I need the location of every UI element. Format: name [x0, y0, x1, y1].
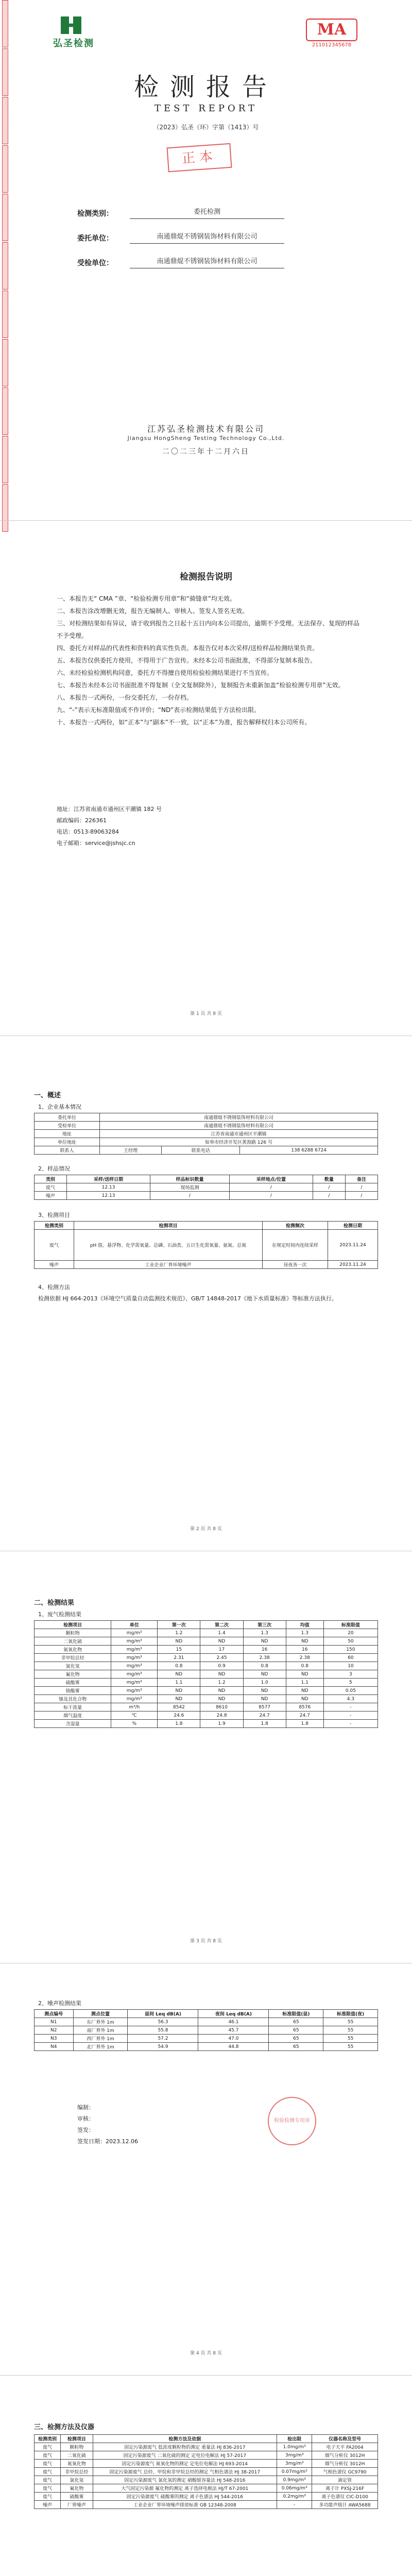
table-cell: 南厂界外 1m — [73, 2026, 128, 2035]
table-cell: 离子计 PXSJ-216F — [312, 2484, 378, 2493]
table-cell: m³/h — [111, 1703, 158, 1711]
table-cell: 2.45 — [200, 1654, 243, 1662]
table-cell: 1.8 — [158, 1720, 200, 1728]
table-cell: 离子色谱仪 CIC-D100 — [312, 2493, 378, 2501]
table-cell: ND — [286, 1637, 323, 1646]
column-header: 检测项目 — [35, 1621, 111, 1629]
table-cell: 1.0 — [243, 1679, 286, 1687]
subsection-title: 3、检测项目 — [38, 1212, 70, 1218]
column-header: 第二次 — [200, 1621, 243, 1629]
table-cell: ND — [158, 1695, 200, 1703]
section-title: 二、检测结果 — [34, 1599, 75, 1607]
table-row: 噪声 12.13 / / / / — [35, 1192, 378, 1200]
table-cell: 非甲烷总烃 — [35, 1654, 111, 1662]
table-cell: ND — [200, 1687, 243, 1695]
table-row — [35, 2035, 378, 2043]
table-cell: 厂界噪声 — [61, 2501, 93, 2509]
table-cell: 非甲烷总烃 — [61, 2468, 93, 2476]
table-cell: 东厂界外 1m — [73, 2018, 128, 2026]
table-cell: 57.2 — [128, 2035, 198, 2043]
table-row — [35, 2493, 378, 2501]
table-cell: N4 — [35, 2043, 74, 2051]
report-title-en: TEST REPORT — [154, 103, 258, 114]
table-cell: 0.07mg/m³ — [277, 2468, 312, 2476]
column-header: 第一次 — [158, 1621, 200, 1629]
table-cell: ND — [243, 1687, 286, 1695]
table-cell: 8542 — [158, 1703, 200, 1711]
table-row — [35, 2460, 378, 2468]
table-cell: mg/m³ — [111, 1662, 158, 1670]
original-stamp: 正本 — [166, 143, 232, 173]
table-cell: 1.1 — [158, 1679, 200, 1687]
table-row — [35, 1637, 378, 1646]
page-number: 第 3 页 共 8 页 — [190, 1939, 222, 1944]
table-cell: 烟气温度 — [35, 1711, 111, 1720]
table-cell: ND — [286, 1670, 323, 1679]
table-cell: mg/m³ — [111, 1679, 158, 1687]
cma-number: 211012345678 — [312, 42, 352, 48]
table-cell: 1.9 — [200, 1720, 243, 1728]
table-cell: 西厂界外 1m — [73, 2035, 128, 2043]
table-cell: 气相色谱仪 GC9790 — [312, 2468, 378, 2476]
company-logo — [45, 16, 102, 47]
table-cell: 0.8 — [243, 1662, 286, 1670]
table-cell: 固定污染源废气 硫酸雾的测定 离子色谱法 HJ 544-2016 — [93, 2493, 277, 2501]
column-header: 第三次 — [243, 1621, 286, 1629]
table-cell: mg/m³ — [111, 1654, 158, 1662]
table-cell: 氟化物 — [35, 1670, 111, 1679]
table-cell: N1 — [35, 2018, 74, 2026]
note-item: 三、对检测结果如有异议，请于收到报告之日起十五日内向本公司提出，逾期不予受理。无法保存、复现的样品不予受理。 — [57, 620, 360, 639]
table-cell: mg/m³ — [111, 1695, 158, 1703]
table-cell: - — [323, 1703, 377, 1711]
note-item: 五、本报告仅供委托方使用，不得用于广告宣传。未经本公司书面批准，不得部分复制本报告。 — [57, 657, 317, 664]
table-cell: 烟气分析仪 3012H — [312, 2460, 378, 2468]
table-cell: 3mg/m³ — [277, 2460, 312, 2468]
table-cell: 17 — [200, 1646, 243, 1654]
column-header: 昼间 Leq dB(A) — [128, 2010, 198, 2018]
table-row — [35, 1679, 378, 1687]
table-cell: 废气 — [35, 2460, 61, 2468]
table-cell: 65 — [269, 2026, 323, 2035]
table-cell: 固定污染源废气 低浓度颗粒物的测定 重量法 HJ 836-2017 — [93, 2443, 277, 2451]
table-cell: 8577 — [243, 1703, 286, 1711]
table-cell: 固定污染源废气 氯化氢的测定 硝酸银容量法 HJ 548-2016 — [93, 2476, 277, 2484]
contact-postcode: 邮政编码：226361 — [57, 817, 107, 824]
contact-address: 地址：江苏省南通市通州区平潮镇 182 号 — [57, 806, 162, 812]
table-cell: 56.3 — [128, 2018, 198, 2026]
note-item: 二、本报告涂改增删无效，报告无编制人、审核人、签发人签名无效。 — [57, 607, 249, 615]
contact-email: 电子邮箱：service@jshsjc.cn — [57, 840, 135, 846]
column-header: 检测类别 — [35, 2435, 61, 2443]
methods-table — [34, 2434, 378, 2509]
table-row — [35, 2484, 378, 2493]
table-row — [35, 1670, 378, 1679]
table-cell: 多功能声级计 AWA5688 — [312, 2501, 378, 2509]
column-header: 均值 — [286, 1621, 323, 1629]
table-cell: 铬酸雾 — [35, 1687, 111, 1695]
table-cell: 二氧化硫 — [35, 1637, 111, 1646]
table-cell: - — [323, 1720, 377, 1728]
page-number: 第 1 页 共 8 页 — [190, 1011, 222, 1016]
table-cell: 固定污染源废气 氮氧化物的测定 定电位电解法 HJ 693-2014 — [93, 2460, 277, 2468]
table-row: 废气 pH 值、悬浮物、化学需氧量、总磷、石油类、五日生化需氧量、氨氮、总氮 在规定时间内连续采样 2023.11.24 — [35, 1230, 378, 1261]
company-info-table: 委托单位 南通鼎焜不锈钢装饰材料有限公司 受检单位 南通鼎焜不锈钢装饰材料有限公司 地址 江苏省南通市通州区平潮镇 单位地址 如皋市经济开发区黄海路 126 号 联系人 王经理 联系电话 138 6288 6724 — [34, 1113, 378, 1155]
table-cell: 噪声 — [35, 2501, 61, 2509]
column-header: 标准限值(昼) — [269, 2010, 323, 2018]
table-row — [35, 2501, 378, 2509]
table-cell: 15 — [158, 1646, 200, 1654]
table-cell: 0.06mg/m³ — [277, 2484, 312, 2493]
table-cell: 24.6 — [158, 1711, 200, 1720]
table-cell: 标干流量 — [35, 1703, 111, 1711]
table-cell: 0.9mg/m³ — [277, 2476, 312, 2484]
table-cell: mg/m³ — [111, 1670, 158, 1679]
table-cell: 颗粒物 — [61, 2443, 93, 2451]
table-cell: 颗粒物 — [35, 1629, 111, 1637]
notes-list — [57, 592, 360, 728]
table-row — [35, 1646, 378, 1654]
table-cell: 8610 — [200, 1703, 243, 1711]
report-title: 检测报告 — [133, 73, 278, 101]
table-cell: 3 — [323, 1670, 377, 1679]
table-cell: 60 — [323, 1654, 377, 1662]
table-cell: ND — [200, 1695, 243, 1703]
table-cell: 47.0 — [198, 2035, 269, 2043]
column-header: 检出限 — [277, 2435, 312, 2443]
table-cell: 固定污染源废气 总烃、甲烷和非甲烷总烃的测定 气相色谱法 HJ 38-2017 — [93, 2468, 277, 2476]
table-row — [35, 1662, 378, 1670]
report-number: （2023）弘圣（环）字第（1413）号 — [153, 124, 259, 131]
table-cell: 0.05 — [323, 1687, 377, 1695]
table-row — [35, 1695, 378, 1703]
column-header: 仪器名称及型号 — [312, 2435, 378, 2443]
note-item: 十、本报告一式两份，如“正本”与“副本”不一致，以“正本”为准，报告解释权归本公司所有。 — [57, 719, 311, 726]
page-divider — [0, 2375, 412, 2376]
signature-block: 编制： 审核： 签发： 签发日期：2023.12.06 — [77, 2104, 138, 2145]
table-cell: 1.4 — [200, 1629, 243, 1637]
test-items-table: 检测类别 检测项目 检测频次 检测日期 废气 pH 值、悬浮物、化学需氧量、总磷、石油类、五日生化需氧量、氨氮、总氮 在规定时间内连续采样 2023.11.24 噪声 工业企业厂界环境噪声 昼夜各一次 2023.11.24 — [34, 1221, 378, 1269]
table-cell: 镍及其化合物 — [35, 1695, 111, 1703]
table-cell: 65 — [269, 2043, 323, 2051]
table-cell: 1.3 — [286, 1629, 323, 1637]
table-cell: ND — [243, 1695, 286, 1703]
table-cell: 24.8 — [200, 1711, 243, 1720]
table-cell: 55 — [323, 2043, 378, 2051]
table-cell: 废气 — [35, 2493, 61, 2501]
table-row — [35, 2443, 378, 2451]
table-cell: N3 — [35, 2035, 74, 2043]
table-cell: 废气 — [35, 2476, 61, 2484]
table-cell: ND — [158, 1637, 200, 1646]
table-cell: mg/m³ — [111, 1637, 158, 1646]
sample-table: 类别 采样/送样日期 样品标识数量 采样地点/位置 数量 备注 废气 12.13 现场监测 / / / 噪声 12.13 / / / / — [34, 1175, 378, 1200]
table-cell: ND — [286, 1695, 323, 1703]
table-cell: 10 — [323, 1662, 377, 1670]
table-cell: 0.8 — [158, 1662, 200, 1670]
table-cell: 45.7 — [198, 2026, 269, 2035]
column-header: 夜间 Leq dB(A) — [198, 2010, 269, 2018]
table-cell: ND — [200, 1637, 243, 1646]
table-cell: mg/m³ — [111, 1629, 158, 1637]
table-row: 噪声 工业企业厂界环境噪声 昼夜各一次 2023.11.24 — [35, 1261, 378, 1269]
subsection-title: 4、检测方法 — [38, 1284, 70, 1291]
table-cell: 44.8 — [198, 2043, 269, 2051]
column-header: 测点编号 — [35, 2010, 74, 2018]
table-cell: 1.8 — [286, 1720, 323, 1728]
logo-text: 弘圣检测 — [53, 38, 94, 49]
table-cell: 1.3 — [243, 1629, 286, 1637]
column-header: 标准限值(夜) — [323, 2010, 378, 2018]
cover-row-client: 委托单位： 南通鼎焜不锈钢装饰材料有限公司 — [77, 231, 335, 244]
contact-phone: 电话：0513-89063284 — [57, 828, 119, 835]
cover-row-inspected: 受检单位： 南通鼎焜不锈钢装饰材料有限公司 — [77, 256, 335, 269]
table-cell: 废气 — [35, 2468, 61, 2476]
note-item: 四、委托方对样品的代表性和资料的真实性负责。本报告仅对本次采样/送检样品检测结果负责。 — [57, 645, 319, 652]
company-seal: 检验检测专用章 — [268, 2097, 316, 2145]
page-divider — [0, 520, 412, 521]
table-cell: mg/m³ — [111, 1687, 158, 1695]
table-cell: 氟化物 — [61, 2484, 93, 2493]
table-cell: 2.38 — [243, 1654, 286, 1662]
table-cell: 0.8 — [286, 1662, 323, 1670]
table-row — [35, 2476, 378, 2484]
table-cell: 4.3 — [323, 1695, 377, 1703]
column-header: 测点位置 — [73, 2010, 128, 2018]
table-row — [35, 2043, 378, 2051]
table-cell: 1.1 — [286, 1679, 323, 1687]
table-cell: 65 — [269, 2018, 323, 2026]
note-item: 八、本报告一式两份，一份交委托方，一份存档。 — [57, 694, 193, 701]
subsection-title: 1、企业基本情况 — [38, 1104, 81, 1110]
table-cell: 氮氧化物 — [61, 2460, 93, 2468]
noise-results-table — [34, 2009, 378, 2051]
table-cell: 24.7 — [243, 1711, 286, 1720]
table-cell: N2 — [35, 2026, 74, 2035]
table-cell: 固定污染源废气 二氧化硫的测定 定电位电解法 HJ 57-2017 — [93, 2451, 277, 2460]
table-cell: ND — [243, 1670, 286, 1679]
logo-mark-icon — [61, 16, 81, 34]
column-header: 单位 — [111, 1621, 158, 1629]
table-cell: 46.1 — [198, 2018, 269, 2026]
table-cell: ℃ — [111, 1711, 158, 1720]
table-cell: 50 — [323, 1637, 377, 1646]
table-cell: 电子天平 FA2004 — [312, 2443, 378, 2451]
column-header: 检测项目 — [61, 2435, 93, 2443]
cover-date: 二〇二三年十二月六日 — [162, 448, 250, 456]
table-cell: 1.0mg/m³ — [277, 2443, 312, 2451]
table-row — [35, 2026, 378, 2035]
table-cell: 3mg/m³ — [277, 2451, 312, 2460]
cover-row-category: 检测类别： 委托检测 — [77, 206, 335, 219]
table-cell: 二氧化硫 — [61, 2451, 93, 2460]
section-title: 一、概述 — [34, 1092, 61, 1099]
subsection-title: 2、样品情况 — [38, 1165, 70, 1172]
table-cell: 55 — [323, 2035, 378, 2043]
page-number: 第 2 页 共 8 页 — [190, 1527, 222, 1532]
table-cell: ND — [158, 1687, 200, 1695]
company-name-en: Jiangsu HongSheng Testing Technology Co.,Ltd. — [127, 435, 285, 442]
company-name: 江苏弘圣检测技术有限公司 — [147, 424, 265, 434]
table-cell: 硫酸雾 — [61, 2493, 93, 2501]
table-row — [35, 1654, 378, 1662]
note-item: 九、“-”表示无标准限值或不作评价；“ND”表示检测结果低于方法检出限。 — [57, 706, 261, 714]
page-number: 第 4 页 共 8 页 — [190, 2351, 222, 2356]
table-cell: 2.31 — [158, 1654, 200, 1662]
table-cell: 氯化氢 — [61, 2476, 93, 2484]
note-item: 七、本报告未经本公司书面批准不得复制（全文复制除外），复制报告未重新加盖“检验检测专用章”无效。 — [57, 682, 345, 689]
table-cell: 54.9 — [128, 2043, 198, 2051]
table-cell: 氮氧化物 — [35, 1646, 111, 1654]
table-row — [35, 1711, 378, 1720]
table-cell: 20 — [323, 1629, 377, 1637]
table-row — [35, 2451, 378, 2460]
table-cell: 氯化氢 — [35, 1662, 111, 1670]
table-cell: 工业企业厂界环境噪声排放标准 GB 12348-2008 — [93, 2501, 277, 2509]
table-cell: 65 — [269, 2035, 323, 2043]
table-cell: mg/m³ — [111, 1646, 158, 1654]
table-cell: 滴定管 — [312, 2476, 378, 2484]
exhaust-results-table — [34, 1620, 378, 1728]
note-item: 六、未经检验检测机构同意，委托方不得擅自使用检验检测结果进行不当宣传。 — [57, 669, 273, 676]
table-row — [35, 2018, 378, 2026]
table-cell: 北厂界外 1m — [73, 2043, 128, 2051]
cma-logo: MA — [306, 19, 357, 41]
table-cell: ND — [200, 1670, 243, 1679]
table-cell: 硫酸雾 — [35, 1679, 111, 1687]
cma-mark — [306, 19, 363, 47]
table-cell: 废气 — [35, 2451, 61, 2460]
table-cell: 0.2mg/m³ — [277, 2493, 312, 2501]
table-cell: 5 — [323, 1679, 377, 1687]
table-cell: 大气固定污染源 氟化物的测定 离子选择电极法 HJ/T 67-2001 — [93, 2484, 277, 2493]
table-cell: 1.2 — [200, 1679, 243, 1687]
table-cell: % — [111, 1720, 158, 1728]
table-cell: - — [277, 2501, 312, 2509]
table-cell: 55.8 — [128, 2026, 198, 2035]
table-cell: 150 — [323, 1646, 377, 1654]
column-header: 检测方法及依据 — [93, 2435, 277, 2443]
method-text: 检测依据 HJ 664-2013《环境空气质量自动监测技术规范》、GB/T 14848-2017《地下水质量标准》等标准方法执行。 — [38, 1295, 337, 1302]
section-title: 三、检测方法及仪器 — [34, 2424, 95, 2431]
subsection-title: 1、废气检测结果 — [38, 1611, 81, 1618]
note-item: 一、本报告无“ CMA ”章、“检验检测专用章”和“骑缝章”均无效。 — [57, 595, 236, 602]
table-row — [35, 1629, 378, 1637]
table-cell: ND — [243, 1637, 286, 1646]
subsection-title: 2、噪声检测结果 — [38, 2000, 81, 2007]
table-row — [35, 1687, 378, 1695]
table-cell: 1.2 — [158, 1629, 200, 1637]
table-cell: 含湿量 — [35, 1720, 111, 1728]
table-cell: ND — [158, 1670, 200, 1679]
table-cell: 16 — [243, 1646, 286, 1654]
table-cell: 2.38 — [286, 1654, 323, 1662]
table-cell: 24.7 — [286, 1711, 323, 1720]
table-cell: 16 — [286, 1646, 323, 1654]
table-row — [35, 2468, 378, 2476]
table-cell: 55 — [323, 2026, 378, 2035]
contact-block — [57, 804, 360, 849]
table-cell: 0.9 — [200, 1662, 243, 1670]
table-row — [35, 1703, 378, 1711]
table-cell: ND — [286, 1687, 323, 1695]
table-cell: 烟气分析仪 3012H — [312, 2451, 378, 2460]
table-cell: - — [323, 1711, 377, 1720]
table-cell: 8576 — [286, 1703, 323, 1711]
table-cell: 废气 — [35, 2443, 61, 2451]
table-cell: 1.8 — [243, 1720, 286, 1728]
column-header: 标准限值 — [323, 1621, 377, 1629]
table-cell: 55 — [323, 2018, 378, 2026]
notes-title: 检测报告说明 — [180, 572, 232, 582]
table-row — [35, 1720, 378, 1728]
table-cell: 废气 — [35, 2484, 61, 2493]
table-row: 废气 12.13 现场监测 / / / — [35, 1183, 378, 1192]
